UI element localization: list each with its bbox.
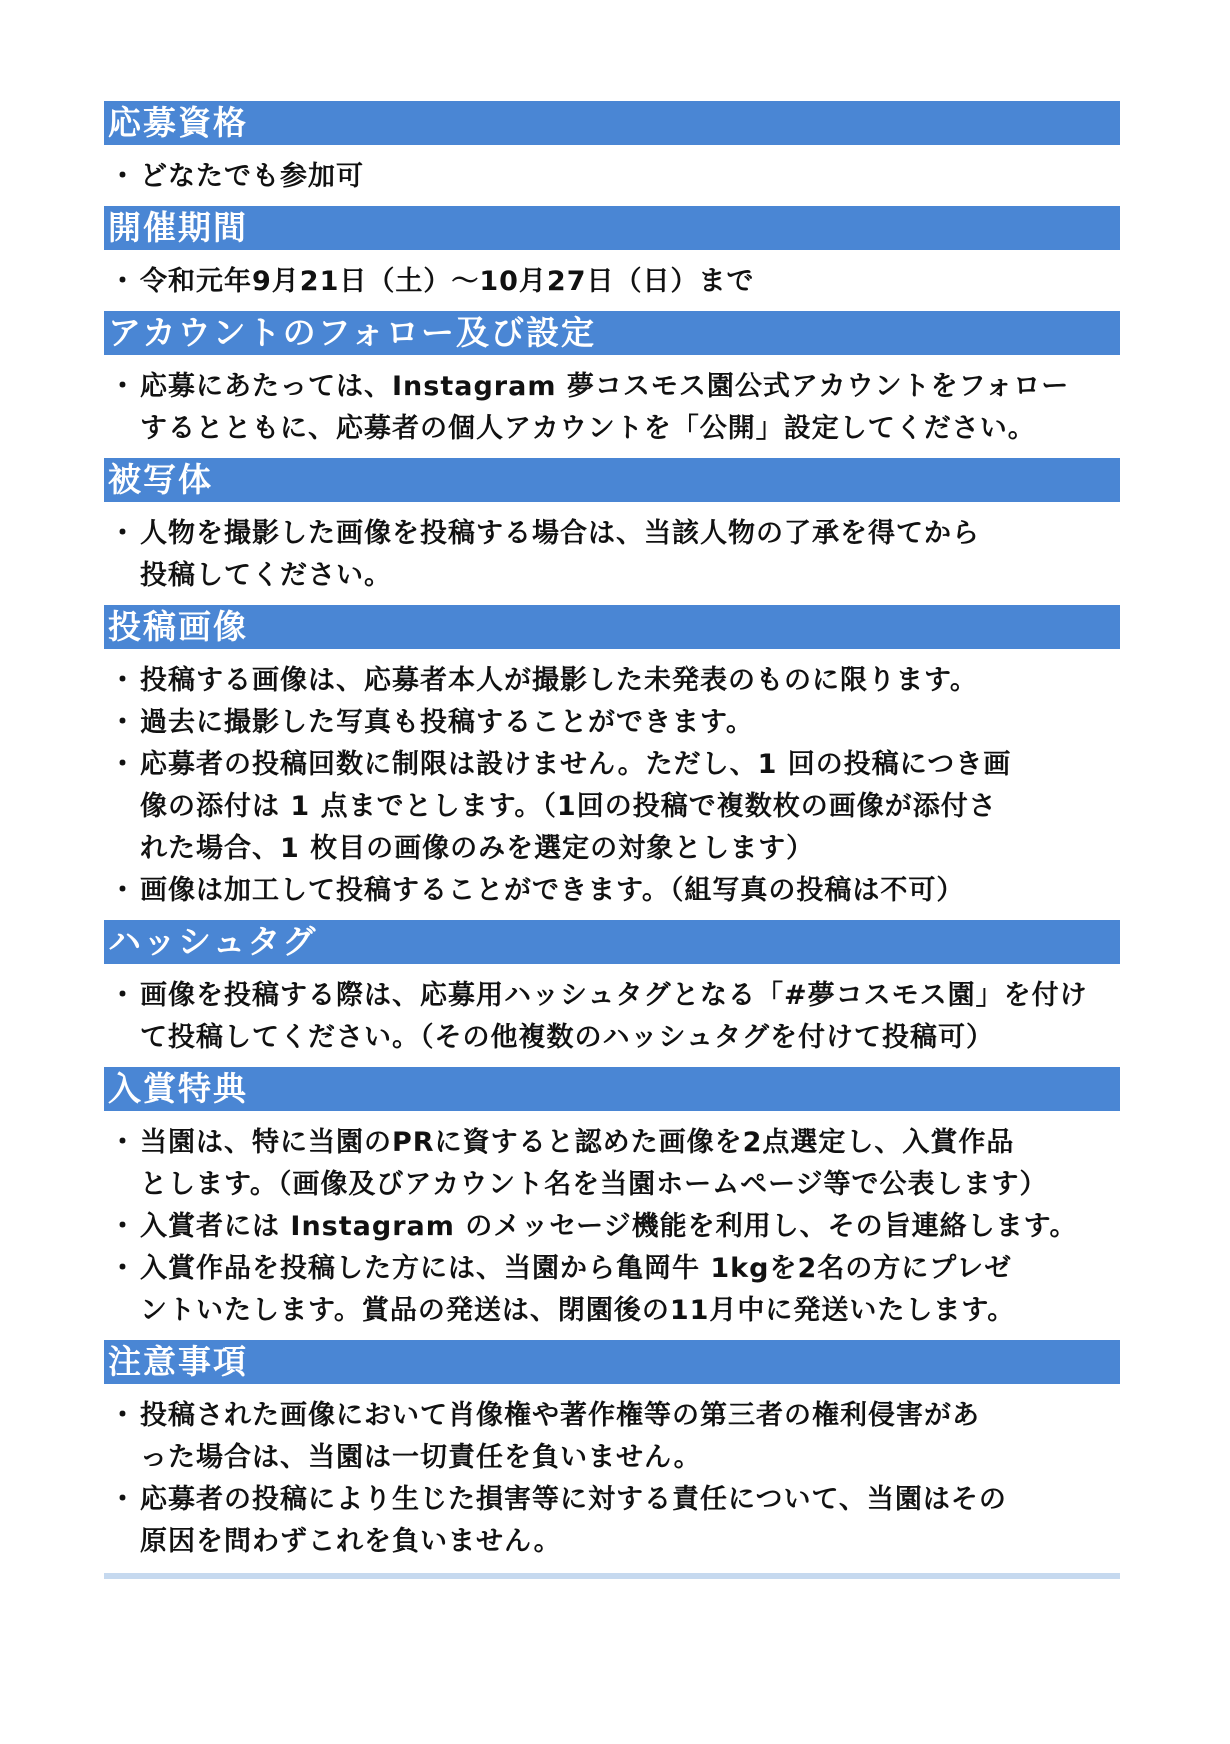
bullet-marker: ・ xyxy=(109,980,137,1011)
item-text-line: 画像は加工して投稿することができます。（組写真の投稿は不可） xyxy=(140,875,965,906)
bullet-marker: ・ xyxy=(109,518,137,549)
item-text-line: 応募者の投稿回数に制限は設けません。ただし、1 回の投稿につき画 xyxy=(140,749,1012,780)
item-text-line: 入賞作品を投稿した方には、当園から亀岡牛 1kgを2名の方にプレゼ xyxy=(140,1253,1013,1284)
item-text-line: ントいたします。賞品の発送は、閉園後の11月中に発送いたします。 xyxy=(140,1295,1016,1326)
item-text-line: 人物を撮影した画像を投稿する場合は、当該人物の了承を得てから xyxy=(140,518,980,549)
list-item xyxy=(104,261,1120,303)
section-body xyxy=(104,355,1120,458)
bullet-marker: ・ xyxy=(109,875,137,906)
item-text-line: 投稿された画像において肖像権や著作権等の第三者の権利侵害があ xyxy=(140,1400,980,1431)
item-text-line: れた場合、1 枚目の画像のみを選定の対象とします） xyxy=(140,833,815,864)
bottom-rule xyxy=(104,1573,1120,1579)
list-item xyxy=(104,975,1120,1059)
section-header: 開催期間 xyxy=(104,206,1120,250)
list-item xyxy=(104,1248,1120,1332)
bullet-marker: ・ xyxy=(109,1211,137,1242)
section-header: 応募資格 xyxy=(104,101,1120,145)
section-header: アカウントのフォロー及び設定 xyxy=(104,311,1120,355)
bullet-marker: ・ xyxy=(109,161,137,192)
item-text-line: とします。（画像及びアカウント名を当園ホームページ等で公表します） xyxy=(140,1169,1048,1200)
list-item xyxy=(104,1395,1120,1479)
list-item xyxy=(104,702,1120,744)
item-text-line: 応募にあたっては、Instagram 夢コスモス園公式アカウントをフォロー xyxy=(140,371,1070,402)
item-text-line: 投稿する画像は、応募者本人が撮影した未発表のものに限ります。 xyxy=(140,665,978,696)
document-page xyxy=(104,101,1120,1579)
item-text-line: 原因を問わずこれを負いません。 xyxy=(140,1526,562,1557)
item-text-line: するとともに、応募者の個人アカウントを「公開」設定してください。 xyxy=(140,413,1036,444)
section-body xyxy=(104,1111,1120,1340)
section-body xyxy=(104,250,1120,311)
bullet-marker: ・ xyxy=(109,1484,137,1515)
item-text-line: った場合は、当園は一切責任を負いません。 xyxy=(140,1442,702,1473)
list-item xyxy=(104,513,1120,597)
section-header: 注意事項 xyxy=(104,1340,1120,1384)
list-item xyxy=(104,744,1120,870)
bullet-marker: ・ xyxy=(109,1400,137,1431)
list-item xyxy=(104,366,1120,450)
list-item xyxy=(104,660,1120,702)
item-text-line: 過去に撮影した写真も投稿することができます。 xyxy=(140,707,754,738)
section-body xyxy=(104,145,1120,206)
list-item xyxy=(104,1479,1120,1563)
item-text-line: 像の添付は 1 点までとします。（1回の投稿で複数枚の画像が添付さ xyxy=(140,791,997,822)
bullet-marker: ・ xyxy=(109,266,137,297)
section-header: 被写体 xyxy=(104,458,1120,502)
bullet-marker: ・ xyxy=(109,707,137,738)
section-body xyxy=(104,1384,1120,1571)
item-text-line: どなたでも参加可 xyxy=(140,161,364,192)
list-item xyxy=(104,870,1120,912)
item-text-line: て投稿してください。（その他複数のハッシュタグを付けて投稿可） xyxy=(140,1022,994,1053)
list-item xyxy=(104,1206,1120,1248)
bullet-marker: ・ xyxy=(109,371,137,402)
item-text-line: 画像を投稿する際は、応募用ハッシュタグとなる「#夢コスモス園」を付け xyxy=(140,980,1088,1011)
section-header: ハッシュタグ xyxy=(104,920,1120,964)
section-body xyxy=(104,964,1120,1067)
bullet-marker: ・ xyxy=(109,1127,137,1158)
bullet-marker: ・ xyxy=(109,749,137,780)
list-item xyxy=(104,156,1120,198)
item-text-line: 令和元年9月21日（土）～10月27日（日）まで xyxy=(140,266,755,297)
item-text-line: 投稿してください。 xyxy=(140,560,392,591)
section-body xyxy=(104,502,1120,605)
item-text-line: 応募者の投稿により生じた損害等に対する責任について、当園はその xyxy=(140,1484,1007,1515)
list-item xyxy=(104,1122,1120,1206)
section-body xyxy=(104,649,1120,920)
item-text-line: 入賞者には Instagram のメッセージ機能を利用し、その旨連絡します。 xyxy=(140,1211,1078,1242)
section-header: 投稿画像 xyxy=(104,605,1120,649)
bullet-marker: ・ xyxy=(109,1253,137,1284)
item-text-line: 当園は、特に当園のPRに資すると認めた画像を2点選定し、入賞作品 xyxy=(140,1127,1015,1158)
sections-container xyxy=(104,101,1120,1571)
section-header: 入賞特典 xyxy=(104,1067,1120,1111)
bullet-marker: ・ xyxy=(109,665,137,696)
